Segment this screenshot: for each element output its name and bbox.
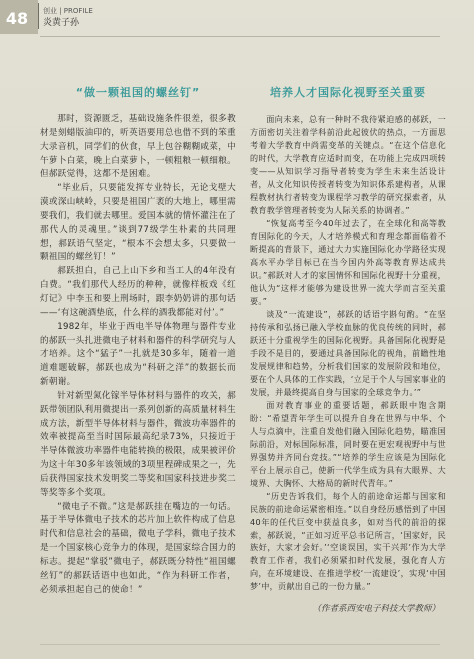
bottom-rule (40, 644, 440, 645)
right-paragraph: “历史告诉我们，每个人的前途命运都与国家和民族的前途命运紧密相连。”以自身经历感悟到了中国40年的任代巨变中获益良多，如对当代的前沿的探索，郝跃说，“正如习近平总书记所言，‘国家好，民族好，大家才会好。’‘空谈误国，实干兴邦’作为大学教育工作者，我们必须紧扣时代发展，强化育人方向，在环境建设、在推进学校‘一流建设’，实现‘中国梦’中，贡献出自己的一份力量。” (250, 490, 446, 592)
left-paragraph: 郝跃担白，自己上山下乡和当工人的4年没有白费。“我们那代人经历的种种，就像样板戏《红灯记》中李玉和要上刑场时，跟李奶奶讲的那句话——‘有这碗酒垫底，什么样的酒我都能对付’。” (40, 266, 236, 318)
section-category: 创业 | PROFILE (43, 7, 93, 15)
left-heading: “做一颗祖国的螺丝钉” (75, 86, 201, 99)
page-number-badge (0, 0, 38, 34)
left-paragraph: “毕业后，只要能发挥专业特长，无论戈壁大漠或深山峡岭，只要是祖国广袤的大地上，哪里需要我们，我们就去哪里。爱国本就的情怀灌注在了那代人的灵魂里。”谈到77级学生朴素的共同理想，郝跃语气坚定，“根本不会想太多，只要做一颗祖国的螺丝钉！” (40, 183, 236, 263)
right-paragraph: 谈及“一流建设”，郝跃的话语字斟句酌。“在坚持传承和弘扬已融入学校血脉的优良传统的同时，郝跃还十分重视学生的国际化视野。具备国际化视野是手段不是目的，要通过具备国际化的视角，前瞻性地发展规律和趋势，分析我们国家的发展阶段和地位，要在个人具体的工作实践，‘立足于个人与国家事业的发展，并最终提高自身与国家的全球竞争力。’” (250, 308, 446, 397)
author-signature: （作者系西安电子科技大学教师） (312, 604, 440, 614)
header-divider (38, 3, 39, 29)
right-paragraph: 面向未来，总有一种时不我待紧迫感的郝跃，一方面密切关注着学科前沿此起彼伏的热点，一方面思考着大学教育中尚需变革的关键点。“在这个信息化的时代，大学教育应适时而变，在功能上完成四项转变——从知识学习指导者转变为学生未来生活设计者，从文化知识传授者转变为知识体系建构者，从课程教材执行者转变为课程学习教学的研究探索者，从教育教学管理者转变为人际关系的协调者。” (250, 114, 446, 215)
right-paragraph: “恢复高考至今40年过去了，在全球化和高等教育国际化的今天，人才培养模式和育理念都面临着不断提高的背景下，通过大力实施国际化办学路径实现高水平办学目标已在当今国内外高等教育界达成共识。”郝跃对人才的家国情怀和国际化视野十分重视，他认为“这样才能够为建设世界一流大学而言至关重要。” (250, 217, 446, 306)
left-paragraph: 那时，资源匮乏，基础设施条件很差，很多教材是刻蜡版油印的，听英语要用总也借不到的笨重大录音机，同学们的伙食，早上包谷糊糊咸菜，中午萝卜白菜，晚上白菜萝卜，一顿粗粮一顿细粮。但郝跃觉得，这都不是困难。 (40, 114, 236, 180)
left-paragraph: 1982年，毕业于西电半导体物理与器件专业的郝跃一头扎进微电子材料和器件的科学研究与人才培养。这个“猛子”一扎就是30多年，随着一道道难题破解，郝跃也成为“科研之洋”的数据长而新朝谢。 (40, 321, 236, 388)
page-number: 48 (5, 9, 29, 28)
right-column (250, 85, 446, 593)
top-rule (40, 36, 440, 37)
column-title: 炎黄子孙 (43, 18, 80, 28)
right-paragraph: 面对教育事业的重要话题，郝跃眼中饱含期盼：“希望青年学生可以提升自身在世界与中华、个人与点滴中，注重自发他们融入国际化趋势，瞄准国际前沿，对标国际标准，同时要在更宏观视野中与世界强势并齐同台竞技。”“培养的学生应该是为国际化平台上展示自己，使新一代学生成为具有大眼界、大境界、大胸怀、大格局的新时代青年。” (250, 399, 446, 488)
left-paragraph: “微电子不微。”这是郝跃挂在嘴边的一句话。基于半导体微电子技术的芯片加上软件构成了信息时代和信息社会的基础，微电子学科，微电子技术是一个国家核心竞争力的体现，是国家综合国力的标志。提起“掌驳”微电子，郝跃既分特性“祖国螺丝钉”的郝跃话语中也如此，“作为科研工作者，必须承担起自己的使命！” (40, 501, 236, 595)
right-heading: 培养人才国际化视野至关重要 (270, 86, 426, 99)
left-column (40, 85, 236, 598)
left-paragraph: 针对新型氮化镓半导体材料与器件的攻关，郝跃带领团队利用微提出一系列创新的高质量材料生成方法，新型半导体材料与器件，微波功率器件的效率被提高至当时国际最高纪录73%，只接近于半导体微波功率器件电能转换的极限，成果被评价为这十年30多年该领域的3项里程碑成果之一，先后获得国家技术发明奖二等奖和国家科技进步奖二等奖等多个奖项。 (40, 390, 236, 498)
